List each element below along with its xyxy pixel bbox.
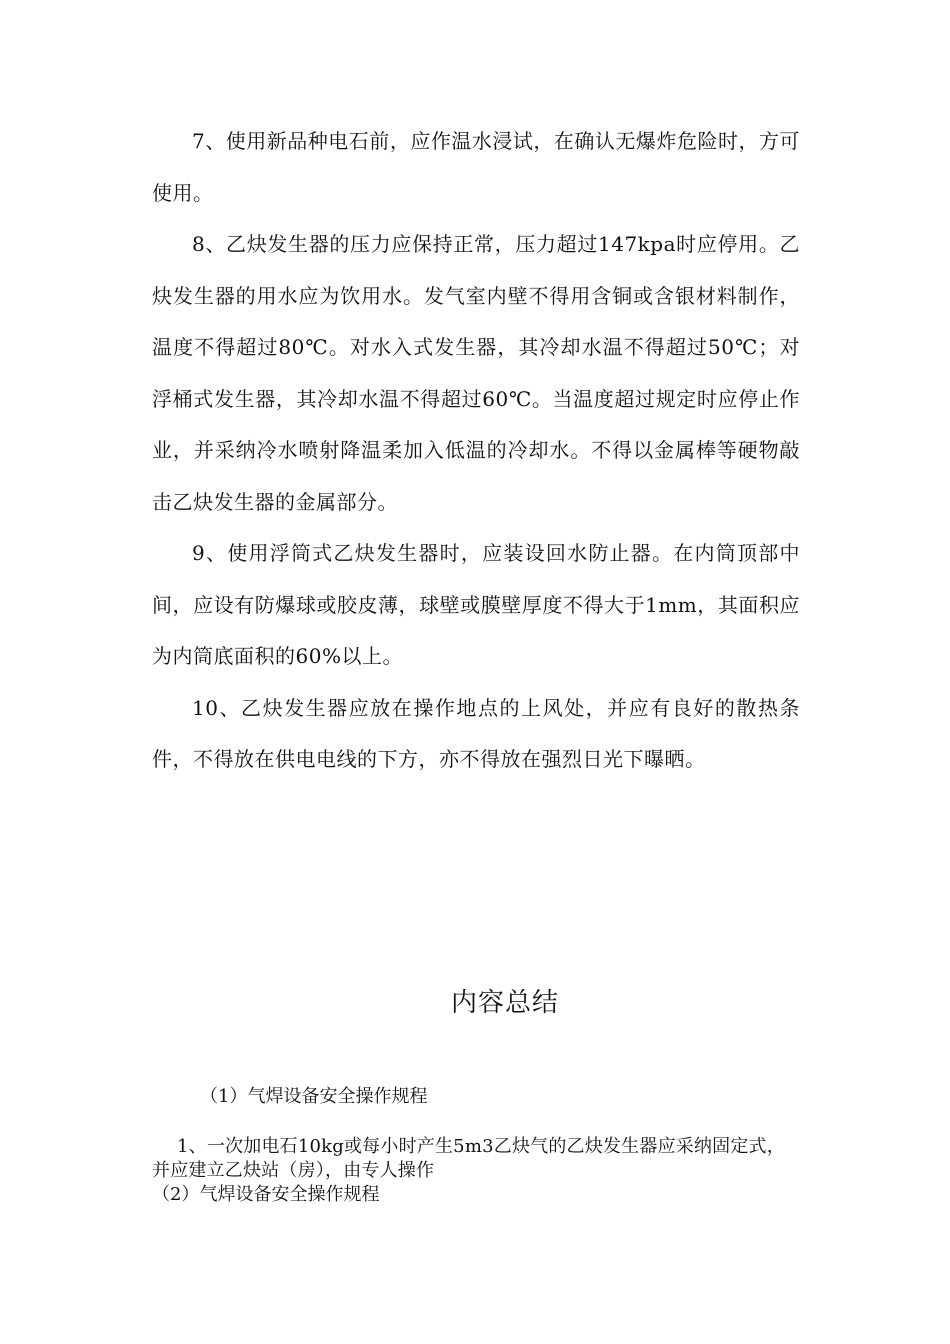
summary-item-1-heading: （1）气焊设备安全操作规程 — [200, 1086, 428, 1107]
paragraph-8: 8、乙炔发生器的压力应保持正常，压力超过147kpa时应停用。乙炔发生器的用水应为饮用水。发气室内壁不得用含铜或含银材料制作，温度不得超过80℃。对水入式发生器，其冷却水温不得超过50℃；对浮桶式发生器，其冷却水温不得超过60℃。当温度超过规定时应停止作业，并采纳冷水喷射降温柔加入低温的冷却水。不得以金属棒等硬物敲击乙炔发生器的金属部分。 — [152, 232, 800, 514]
paragraph-10: 10、乙炔发生器应放在操作地点的上风处，并应有良好的散热条件，不得放在供电电线的下方，亦不得放在强烈日光下曝晒。 — [152, 695, 800, 771]
summary-title: 内容总结 — [450, 988, 559, 1018]
body-text — [152, 116, 800, 786]
paragraph-7: 7、使用新品种电石前，应作温水浸试，在确认无爆炸危险时，方可使用。 — [152, 129, 800, 205]
paragraph-9: 9、使用浮筒式乙炔发生器时，应装设回水防止器。在内筒顶部中间，应设有防爆球或胶皮薄，球壁或膜壁厚度不得大于1mm，其面积应为内筒底面积的60%以上。 — [152, 541, 800, 668]
summary-item-2-heading: （2）气焊设备安全操作规程 — [152, 1184, 380, 1205]
summary-item-1-body: 1、一次加电石10kg或每小时产生5m3乙炔气的乙炔发生器应采纳固定式，并应建立乙炔站（房），由专人操作 — [152, 1136, 785, 1181]
